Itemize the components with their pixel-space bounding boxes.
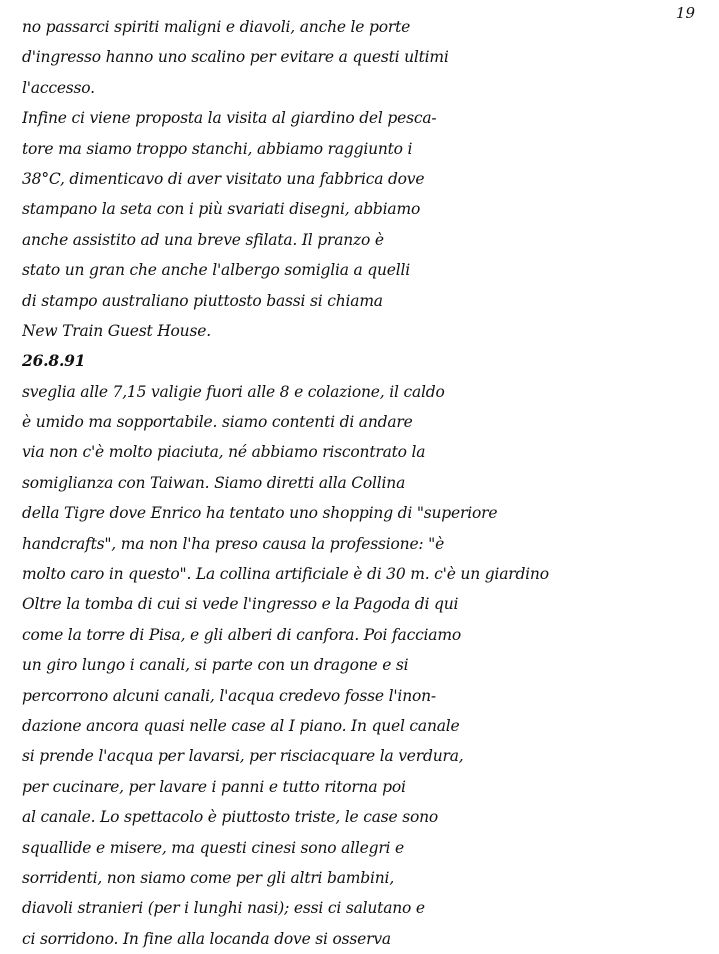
text-line: somiglianza con Taiwan. Siamo diretti alla Collina: [22, 473, 406, 492]
text-line: l'accesso.: [22, 78, 95, 97]
text-line: è umido ma sopportabile. siamo contenti di andare: [22, 413, 413, 432]
text-line: sorridenti, non siamo come per gli altri bambini,: [22, 868, 395, 887]
text-line: al canale. Lo spettacolo è piuttosto triste, le case sono: [22, 808, 439, 827]
text-line: percorrono alcuni canali, l'acqua credevo fosse l'inon-: [22, 686, 436, 705]
text-line: New Train Guest House.: [22, 321, 211, 340]
text-line: si prende l'acqua per lavarsi, per risciacquare la verdura,: [22, 747, 464, 766]
page-number: 19: [675, 4, 695, 22]
text-line: 38°C, dimenticavo di aver visitato una fabbrica dove: [22, 169, 425, 188]
text-line: come la torre di Pisa, e gli alberi di canfora. Poi facciamo: [22, 625, 461, 644]
text-line: Oltre la tomba di cui si vede l'ingresso e la Pagoda di qui: [22, 595, 459, 614]
text-line: molto caro in questo". La collina artificiale è di 30 m. c'è un giardino: [22, 565, 549, 584]
text-line: stampano la seta con i più svariati disegni, abbiamo: [22, 200, 421, 219]
text-line: Infine ci viene proposta la visita al giardino del pesca-: [22, 109, 437, 128]
text-line: ci sorridono. In fine alla locanda dove si osserva: [22, 929, 391, 948]
text-line: squallide e misere, ma questi cinesi sono allegri e: [22, 838, 405, 857]
text-line: stato un gran che anche l'albergo somiglia a quelli: [22, 261, 411, 280]
text-line: no passarci spiriti maligni e diavoli, anche le porte: [22, 18, 411, 36]
handwritten-text-block: [22, 12, 712, 954]
text-line: tore ma siamo troppo stanchi, abbiamo raggiunto i: [22, 139, 413, 158]
text-line: anche assistito ad una breve sfilata. Il pranzo è: [22, 230, 384, 249]
text-line: handcrafts", ma non l'ha preso causa la professione: "è: [22, 534, 445, 553]
text-line: dazione ancora quasi nelle case al I piano. In quel canale: [22, 716, 460, 735]
text-line: d'ingresso hanno uno scalino per evitare a questi ultimi: [22, 48, 449, 67]
text-line: sveglia alle 7,15 valigie fuori alle 8 e colazione, il caldo: [22, 382, 445, 401]
text-line: diavoli stranieri (per i lunghi nasi); essi ci salutano e: [22, 899, 425, 918]
entry-date: 26.8.91: [22, 351, 86, 371]
text-line: della Tigre dove Enrico ha tentato uno shopping di "superiore: [22, 504, 498, 523]
text-line: via non c'è molto piaciuta, né abbiamo riscontrato la: [22, 443, 426, 462]
text-line: per cucinare, per lavare i panni e tutto ritorna poi: [22, 777, 406, 796]
text-line: di stampo australiano piuttosto bassi si chiama: [22, 291, 383, 310]
text-line: un giro lungo i canali, si parte con un dragone e si: [22, 656, 409, 675]
